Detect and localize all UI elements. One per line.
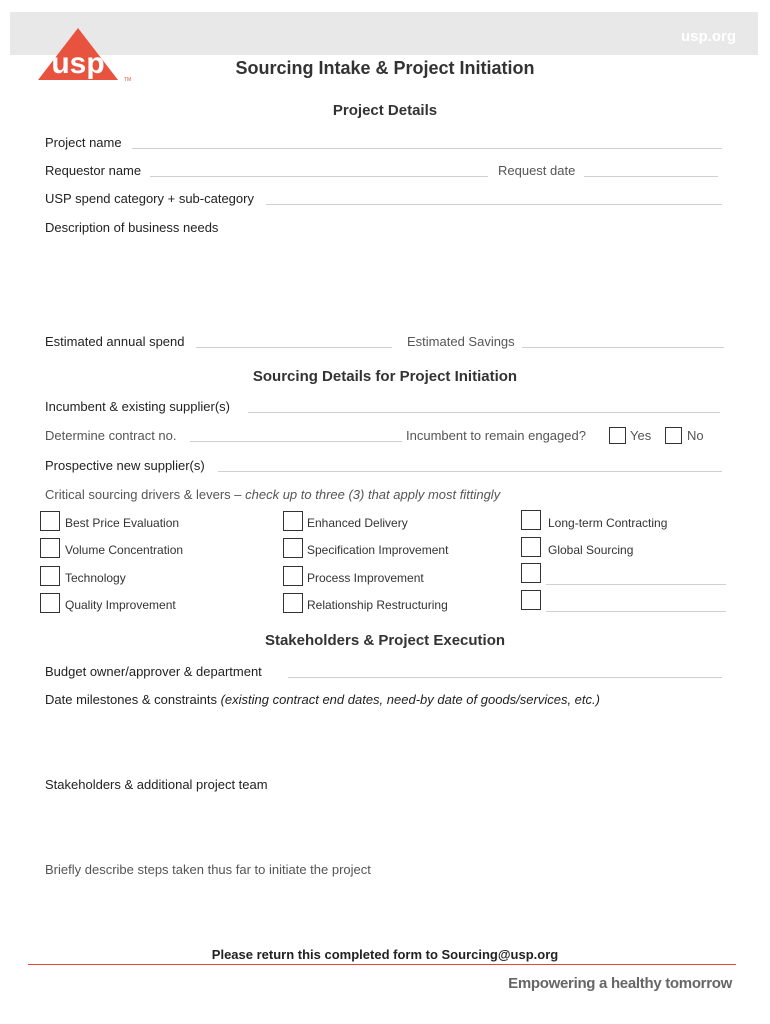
- request-date-field[interactable]: [584, 176, 718, 177]
- spend-category-label: USP spend category + sub-category: [45, 191, 254, 206]
- spend-category-field[interactable]: [266, 204, 722, 205]
- milestones-field[interactable]: [45, 712, 723, 774]
- savings-field[interactable]: [522, 347, 724, 348]
- steps-field[interactable]: [45, 882, 723, 940]
- quality-improvement-checkbox[interactable]: [40, 593, 60, 613]
- section-stakeholders: Stakeholders & Project Execution: [264, 632, 506, 649]
- section-sourcing-details: Sourcing Details for Project Initiation: [252, 368, 518, 385]
- site-url[interactable]: usp.org: [681, 28, 736, 45]
- section-project-details: Project Details: [332, 102, 438, 119]
- no-label: No: [687, 428, 704, 443]
- best-price-checkbox[interactable]: [40, 511, 60, 531]
- process-improvement-label: Process Improvement: [307, 571, 424, 585]
- specification-improvement-checkbox[interactable]: [283, 538, 303, 558]
- budget-owner-field[interactable]: [288, 677, 722, 678]
- yes-checkbox[interactable]: [609, 427, 626, 444]
- process-improvement-checkbox[interactable]: [283, 566, 303, 586]
- yes-label: Yes: [630, 428, 652, 443]
- volume-concentration-label: Volume Concentration: [65, 543, 184, 557]
- trademark-mark: TM: [124, 77, 132, 83]
- footer-divider: [28, 964, 736, 965]
- enhanced-delivery-checkbox[interactable]: [283, 511, 303, 531]
- return-instructions: Please return this completed form to Sourcing@usp.org: [211, 947, 559, 962]
- contract-no-field[interactable]: [190, 441, 402, 442]
- milestones-label: Date milestones & constraints (existing contract end dates, need-by date of goods/services, etc.): [45, 692, 600, 707]
- milestones-note: (existing contract end dates, need-by date of goods/services, etc.): [220, 692, 600, 707]
- long-term-contracting-checkbox[interactable]: [521, 510, 541, 530]
- project-name-label: Project name: [45, 135, 122, 150]
- relationship-restructuring-checkbox[interactable]: [283, 593, 303, 613]
- requestor-name-field[interactable]: [150, 176, 488, 177]
- project-name-field[interactable]: [132, 148, 722, 149]
- incumbent-field[interactable]: [248, 412, 720, 413]
- description-label: Description of business needs: [45, 220, 219, 235]
- annual-spend-label: Estimated annual spend: [45, 334, 185, 349]
- other-driver-checkbox-1[interactable]: [521, 563, 541, 583]
- other-driver-field-2[interactable]: [546, 611, 726, 612]
- request-date-label: Request date: [498, 163, 576, 178]
- annual-spend-field[interactable]: [196, 347, 392, 348]
- no-checkbox[interactable]: [665, 427, 682, 444]
- long-term-contracting-label: Long-term Contracting: [548, 516, 668, 530]
- form-title: Sourcing Intake & Project Initiation: [235, 58, 535, 78]
- volume-concentration-checkbox[interactable]: [40, 538, 60, 558]
- other-driver-checkbox-2[interactable]: [521, 590, 541, 610]
- global-sourcing-label: Global Sourcing: [548, 543, 634, 557]
- team-field[interactable]: [45, 797, 723, 857]
- other-driver-field-1[interactable]: [546, 584, 726, 585]
- budget-owner-label: Budget owner/approver & department: [45, 664, 262, 679]
- incumbent-label: Incumbent & existing supplier(s): [45, 399, 230, 414]
- team-label: Stakeholders & additional project team: [45, 777, 268, 792]
- savings-label: Estimated Savings: [407, 334, 515, 349]
- relationship-restructuring-label: Relationship Restructuring: [307, 598, 448, 612]
- logo-text: usp: [51, 47, 105, 80]
- remain-engaged-label: Incumbent to remain engaged?: [406, 428, 586, 443]
- quality-improvement-label: Quality Improvement: [65, 598, 176, 612]
- global-sourcing-checkbox[interactable]: [521, 537, 541, 557]
- contract-no-label: Determine contract no.: [45, 428, 177, 443]
- enhanced-delivery-label: Enhanced Delivery: [307, 516, 408, 530]
- technology-label: Technology: [65, 571, 126, 585]
- technology-checkbox[interactable]: [40, 566, 60, 586]
- prospective-label: Prospective new supplier(s): [45, 458, 205, 473]
- drivers-note: check up to three (3) that apply most fittingly: [245, 487, 501, 502]
- prospective-field[interactable]: [218, 471, 722, 472]
- drivers-label: Critical sourcing drivers & levers – check up to three (3) that apply most fittingly: [45, 487, 501, 502]
- requestor-name-label: Requestor name: [45, 163, 142, 178]
- tagline: Empowering a healthy tomorrow: [508, 975, 732, 992]
- steps-label: Briefly describe steps taken thus far to initiate the project: [45, 862, 371, 877]
- specification-improvement-label: Specification Improvement: [307, 543, 449, 557]
- description-field[interactable]: [45, 240, 723, 325]
- best-price-label: Best Price Evaluation: [65, 516, 180, 530]
